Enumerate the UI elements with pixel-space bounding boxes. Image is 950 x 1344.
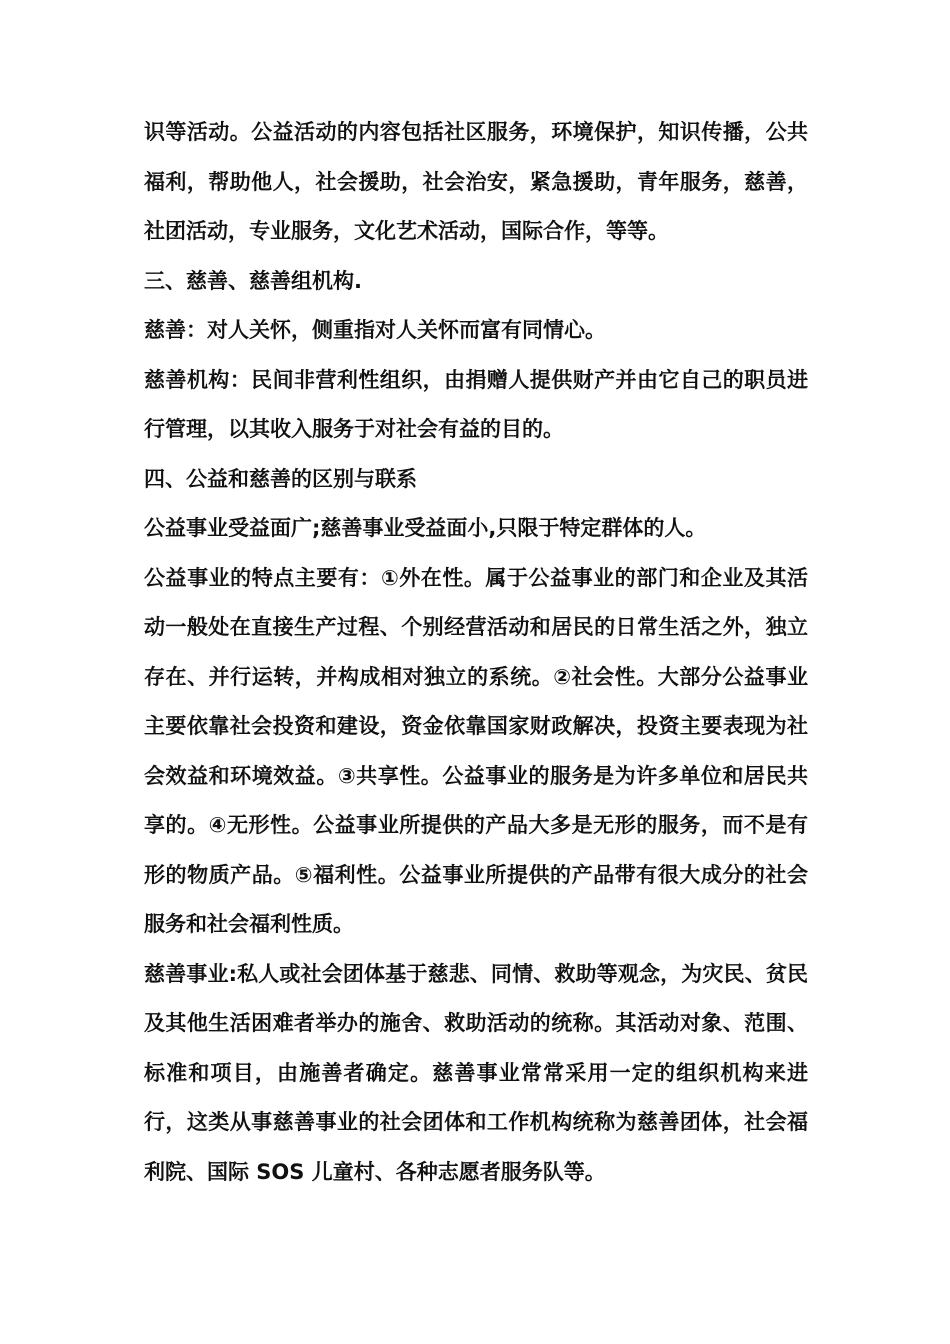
paragraph-public-welfare-features: 公益事业的特点主要有：①外在性。属于公益事业的部门和企业及其活动一般处在直接生产过程、个别经营活动和居民的日常生活之外，独立存在、并行运转，并构成相对独立的系统。②社会性。大部分公益事业主要依靠社会投资和建设，资金依靠国家财政解决，投资主要表现为社会效益和环境效益。③共享性。公益事业的服务是为许多单位和居民共享的。④无形性。公益事业所提供的产品大多是无形的服务，而不是有形的物质产品。⑤福利性。公益事业所提供的产品带有很大成分的社会服务和社会福利性质。 — [144, 565, 808, 936]
paragraph-public-welfare-content: 识等活动。公益活动的内容包括社区服务，环境保护，知识传播，公共福利，帮助他人，社会援助，社会治安，紧急援助，青年服务，慈善，社团活动，专业服务，文化艺术活动，国际合作，等等。 — [144, 120, 808, 243]
paragraph-beneficiary-scope: 公益事业受益面广;慈善事业受益面小,只限于特定群体的人。 — [144, 516, 707, 540]
document-body — [144, 108, 808, 1197]
paragraph-charity-definition: 慈善：对人关怀，侧重指对人关怀而富有同情心。 — [144, 318, 606, 342]
paragraph-charity-cause: 慈善事业:私人或社会团体基于慈悲、同情、救助等观念，为灾民、贫民及其他生活困难者举办的施舍、救助活动的统称。其活动对象、范围、标准和项目，由施善者确定。慈善事业常常采用一定的组织机构来进行，这类从事慈善事业的社会团体和工作机构统称为慈善团体，社会福利院、国际 SOS 儿童村、各种志愿者服务队等。 — [144, 961, 808, 1184]
heading-section-three: 三、慈善、慈善组机构. — [144, 268, 362, 293]
paragraph-charity-organization: 慈善机构：民间非营利性组织，由捐赠人提供财产并由它自己的职员进行管理，以其收入服务于对社会有益的目的。 — [144, 367, 808, 441]
heading-section-four: 四、公益和慈善的区别与联系 — [144, 466, 417, 491]
